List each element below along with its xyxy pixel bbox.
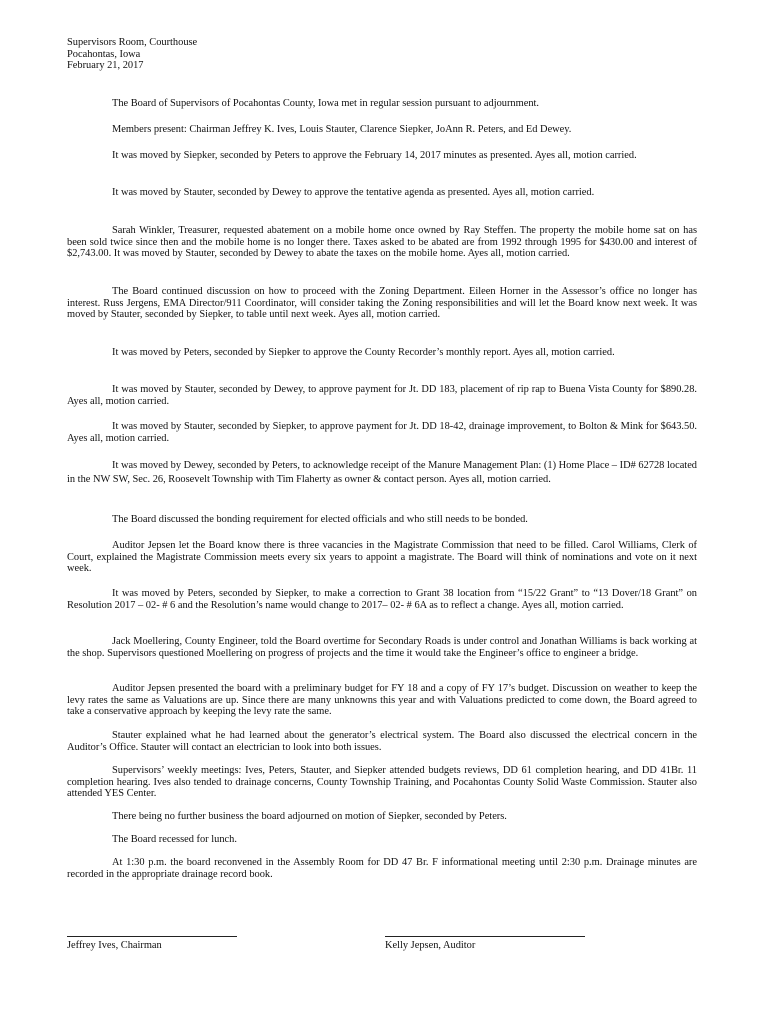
auditor-signature-name: Kelly Jepsen, Auditor	[385, 940, 476, 951]
document-header	[67, 37, 197, 72]
magistrate-paragraph: Auditor Jepsen let the Board know there is three vacancies in the Magistrate Commission that need to be filled. Carol Williams, Clerk of Court, explained the Magistrate Commission meets every six years to appoint a magistrate. The Board will think of nominations and vote on it next week.	[67, 540, 697, 575]
location-line: Supervisors Room, Courthouse	[67, 37, 198, 48]
engineer-paragraph: Jack Moellering, County Engineer, told the Board overtime for Secondary Roads is under control and Jonathan Williams is back working at the shop. Supervisors questioned Moellering on progress of projects and the time it would take the Engineer’s office to engineer a bridge.	[67, 636, 697, 659]
chairman-signature-name: Jeffrey Ives, Chairman	[67, 940, 162, 951]
generator-paragraph: Stauter explained what he had learned about the generator’s electrical system. The Board also discussed the electrical concern in the Auditor’s Office. Stauter will contact an electrician to look into both issues.	[67, 730, 697, 753]
bonding-paragraph: The Board discussed the bonding requirement for elected officials and who still needs to be bonded.	[112, 514, 528, 525]
recess-paragraph: The Board recessed for lunch.	[112, 834, 237, 845]
session-paragraph: The Board of Supervisors of Pocahontas County, Iowa met in regular session pursuant to adjournment.	[112, 98, 539, 109]
dd18-42-payment-paragraph: It was moved by Stauter, seconded by Siepker, to approve payment for Jt. DD 18-42, drainage improvement, to Bolton & Mink for $643.50. Ayes all, motion carried.	[67, 421, 697, 444]
tax-abatement-paragraph: Sarah Winkler, Treasurer, requested abatement on a mobile home once owned by Ray Steffen. The property the mobile home sat on has been sold twice since then and the mobile home is no longer there. Taxes asked to be abated are from 1992 through 1995 for $430.00 and interest of $2,743.00. It was moved by Stauter, seconded by Dewey to abate the taxes on the mobile home. Ayes all, motion carried.	[67, 225, 697, 260]
reconvene-paragraph: At 1:30 p.m. the board reconvened in the Assembly Room for DD 47 Br. F informational meeting until 2:30 p.m. Drainage minutes are recorded in the appropriate drainage record book.	[67, 857, 697, 880]
adjournment-paragraph: There being no further business the board adjourned on motion of Siepker, seconded by Peters.	[112, 811, 507, 822]
city-line: Pocahontas, Iowa	[67, 48, 141, 60]
chairman-signature-line	[67, 936, 237, 937]
zoning-paragraph: The Board continued discussion on how to proceed with the Zoning Department. Eileen Horner in the Assessor’s office no longer has interest. Russ Jergens, EMA Director/911 Coordinator, will consider taking the Zoning responsibilities and will let the Board know next week. It was moved by Stauter, seconded by Siepker, to table until next week. Ayes all, motion carried.	[67, 286, 697, 321]
date-line: February 21, 2017	[67, 60, 144, 72]
recorder-report-paragraph: It was moved by Peters, seconded by Siepker to approve the County Recorder’s monthly report. Ayes all, motion carried.	[112, 347, 615, 358]
minutes-approval-paragraph: It was moved by Siepker, seconded by Peters to approve the February 14, 2017 minutes as presented. Ayes all, motion carried.	[112, 150, 637, 161]
grant-correction-paragraph: It was moved by Peters, seconded by Siepker, to make a correction to Grant 38 location from “15/22 Grant” to “13 Dover/18 Grant” on Resolution 2017 – 02- # 6 and the Resolution’s name would change to 2017– 02- # 6A as to reflect a change. Ayes all, motion carried.	[67, 588, 697, 611]
dd183-payment-paragraph: It was moved by Stauter, seconded by Dewey, to approve payment for Jt. DD 183, placement of rip rap to Buena Vista County for $890.28. Ayes all, motion carried.	[67, 384, 697, 407]
auditor-signature-line	[385, 936, 585, 937]
weekly-meetings-paragraph: Supervisors’ weekly meetings: Ives, Peters, Stauter, and Siepker attended budgets reviews, DD 61 completion hearing, and DD 41Br. 11 completion hearing. Ives also tended to drainage concerns, County Township Training, and Pocahontas County Solid Waste Commission. Stauter also attended YES Center.	[67, 765, 697, 800]
manure-plan-paragraph: It was moved by Dewey, seconded by Peters, to acknowledge receipt of the Manure Management Plan: (1) Home Place – ID# 62728 located in the NW SW, Sec. 26, Roosevelt Township with Tim Flaherty as owner & contact person. Ayes all, motion carried.	[67, 460, 697, 485]
members-present-paragraph: Members present: Chairman Jeffrey K. Ives, Louis Stauter, Clarence Siepker, JoAnn R. Peters, and Ed Dewey.	[112, 124, 572, 135]
budget-paragraph: Auditor Jepsen presented the board with a preliminary budget for FY 18 and a copy of FY 17’s budget. Discussion on weather to keep the levy rates the same as Valuations are up. Since there are many unknowns this year and with Valuations predicted to come down, the Board agreed to take a conservative approach by keeping the levy rate the same.	[67, 683, 697, 718]
agenda-approval-paragraph: It was moved by Stauter, seconded by Dewey to approve the tentative agenda as presented. Ayes all, motion carried.	[112, 187, 595, 198]
